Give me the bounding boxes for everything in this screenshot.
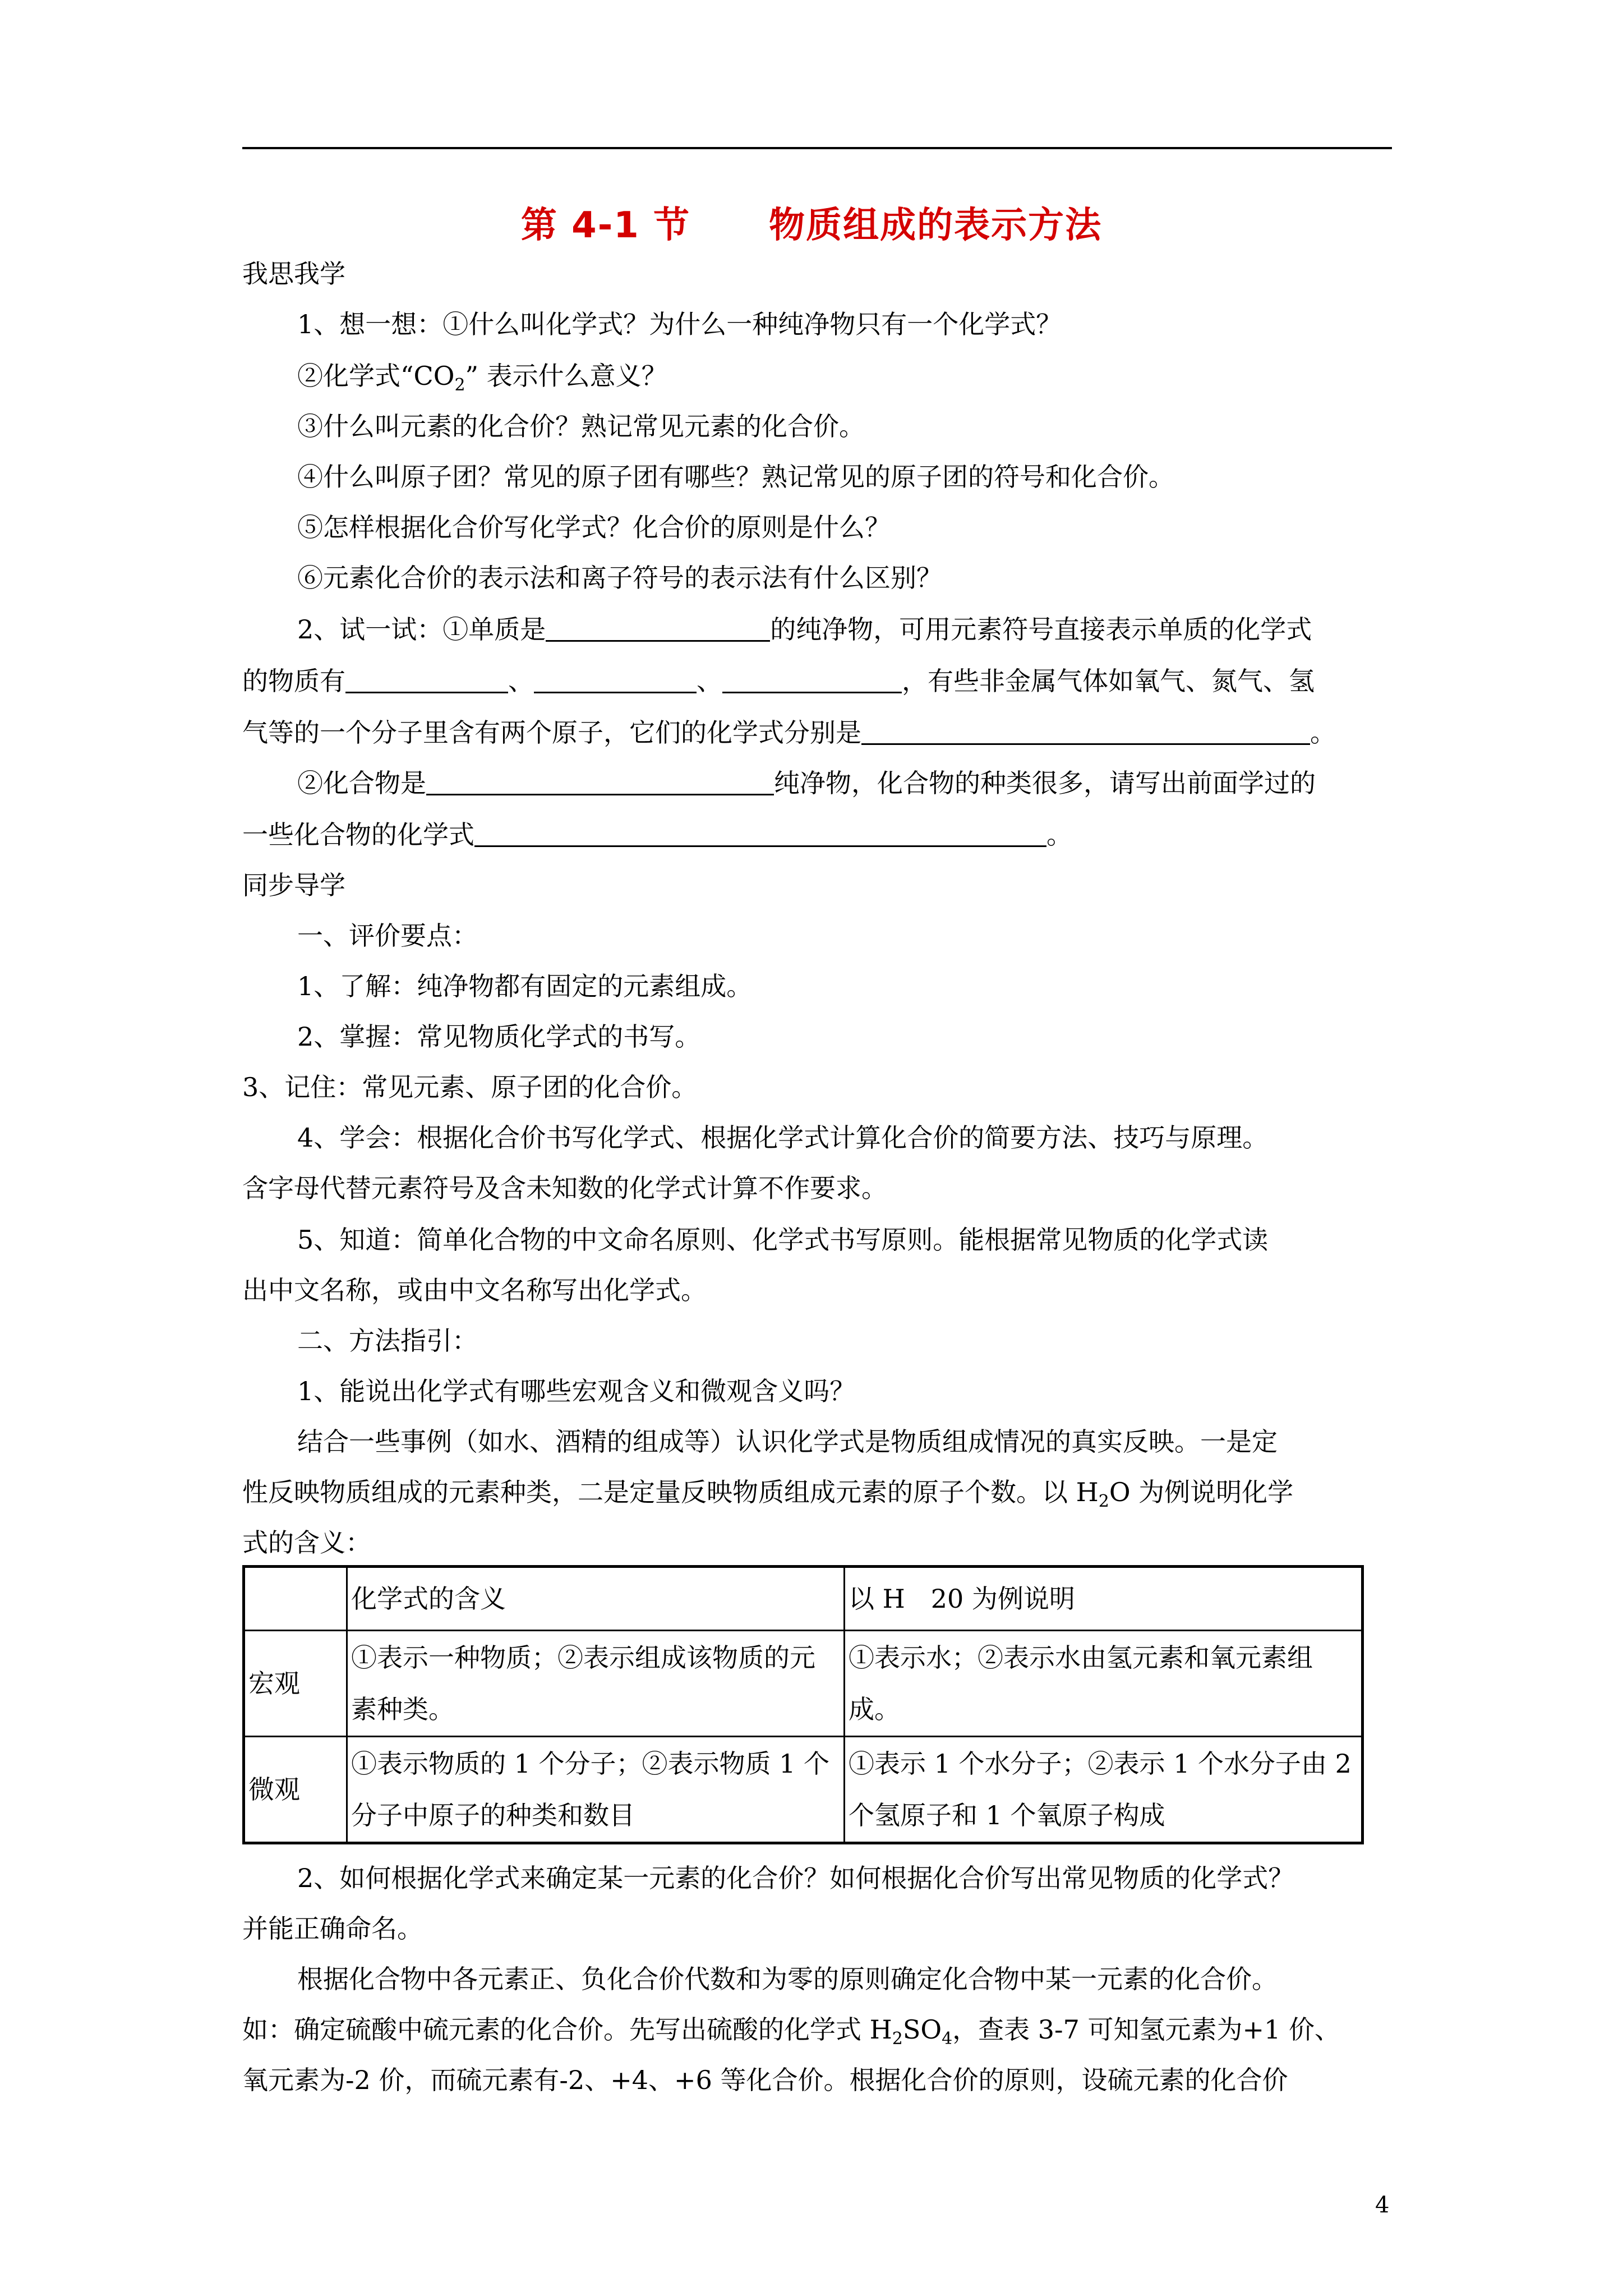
- table-row: [244, 1737, 1363, 1843]
- section-heading: 一、评价要点：: [297, 921, 478, 951]
- paragraph-line: 2、试一试：①单质是 的纯净物，可用元素符号直接表示单质的化学式: [297, 614, 1312, 645]
- paragraph-line: ②化学式“$CO_2$” 表示什么意义？: [297, 361, 667, 395]
- paragraph-line: 如：确定硫酸中硫元素的化合价。先写出硫酸的化学式 $H_2SO_4$，查表 3-7 可知氢元素为+1 价、: [242, 2014, 1340, 2049]
- paragraph-line: 1、了解：纯净物都有固定的元素组成。: [297, 971, 753, 1001]
- table-header-row: [244, 1567, 1363, 1631]
- paragraph-line: 性反映物质组成的元素种类，二是定量反映物质组成元素的原子个数。以 $H_2O$ 为例说明化学: [242, 1477, 1294, 1511]
- fill-blank[interactable]: [426, 769, 774, 795]
- table-header-cell: [244, 1567, 347, 1631]
- paragraph-line: ⑥元素化合价的表示法和离子符号的表示法有什么区别？: [297, 563, 942, 593]
- table-cell: ①表示一种物质；②表示组成该物质的元素种类。: [347, 1631, 845, 1737]
- page-title: [0, 196, 1623, 248]
- paragraph-line: 含字母代替元素符号及含未知数的化学式计算不作要求。: [242, 1173, 887, 1203]
- paragraph-line: 5、知道：简单化合物的中文命名原则、化学式书写原则。能根据常见物质的化学式读: [297, 1225, 1269, 1255]
- fill-blank[interactable]: [546, 615, 770, 642]
- paragraph-line: ⑤怎样根据化合价写化学式？化合价的原则是什么？: [297, 512, 891, 542]
- formula-meaning-table: [242, 1565, 1364, 1844]
- paragraph-line: 一些化合物的化学式 。: [242, 820, 1072, 850]
- paragraph-line: 出中文名称，或由中文名称写出化学式。: [242, 1275, 707, 1305]
- paragraph-line: ③什么叫元素的化合价？熟记常见元素的化合价。: [297, 411, 865, 441]
- table-row-label: 宏观: [244, 1631, 347, 1737]
- paragraph-line: 3、记住：常见元素、原子团的化合价。: [242, 1072, 698, 1102]
- paragraph-line: 4、学会：根据化合价书写化学式、根据化学式计算化合价的简要方法、技巧与原理。: [297, 1122, 1269, 1153]
- title-section-number: 第 4-1 节: [520, 205, 691, 246]
- paragraph-line: 结合一些事例（如水、酒精的组成等）认识化学式是物质组成情况的真实反映。一是定: [297, 1427, 1278, 1457]
- paragraph-line: 气等的一个分子里含有两个原子，它们的化学式分别是 。: [242, 717, 1336, 748]
- page-number: 4: [1375, 2192, 1390, 2218]
- paragraph-line: 氧元素为-2 价，而硫元素有-2、+4、+6 等化合价。根据化合价的原则，设硫元素的化合价: [242, 2065, 1288, 2095]
- paragraph-line: ②化合物是 纯净物，化合物的种类很多，请写出前面学过的: [297, 768, 1316, 798]
- table-cell: ①表示水；②表示水由氢元素和氧元素组成。: [845, 1631, 1363, 1737]
- paragraph-line: 式的含义：: [242, 1527, 371, 1558]
- fill-blank[interactable]: [345, 667, 508, 693]
- section-heading: 二、方法指引：: [297, 1326, 478, 1356]
- table-header-cell: 以 H 20 为例说明: [845, 1567, 1363, 1631]
- paragraph-line: ④什么叫原子团？常见的原子团有哪些？熟记常见的原子团的符号和化合价。: [297, 462, 1174, 492]
- paragraph-line: 并能正确命名。: [242, 1913, 423, 1944]
- paragraph-line: 2、如何根据化学式来确定某一元素的化合价？如何根据化合价写出常见物质的化学式？: [297, 1863, 1294, 1893]
- paragraph-line: 1、想一想：①什么叫化学式？为什么一种纯净物只有一个化学式？: [297, 309, 1062, 339]
- header-rule: [242, 147, 1392, 149]
- paragraph-line: 1、能说出化学式有哪些宏观含义和微观含义吗？: [297, 1376, 856, 1406]
- table-cell: ①表示 1 个水分子；②表示 1 个水分子由 2 个氢原子和 1 个氧原子构成: [845, 1737, 1363, 1843]
- fill-blank[interactable]: [534, 667, 697, 693]
- heading-sync-guide: 同步导学: [242, 870, 345, 900]
- paragraph-line: 的物质有 、 、 ，有些非金属气体如氧气、氮气、氢: [242, 666, 1315, 696]
- paragraph-line: 根据化合物中各元素正、负化合价代数和为零的原则确定化合物中某一元素的化合价。: [297, 1964, 1278, 1994]
- table-cell: ①表示物质的 1 个分子；②表示物质 1 个分子中原子的种类和数目: [347, 1737, 845, 1843]
- table-row-label: 微观: [244, 1737, 347, 1843]
- title-text: 物质组成的表示方法: [769, 205, 1103, 246]
- heading-think-learn: 我思我学: [242, 259, 345, 289]
- table-row: [244, 1631, 1363, 1737]
- fill-blank[interactable]: [861, 719, 1310, 745]
- paragraph-line: 2、掌握：常见物质化学式的书写。: [297, 1022, 701, 1052]
- fill-blank[interactable]: [722, 667, 902, 693]
- fill-blank[interactable]: [474, 821, 1046, 847]
- table-header-cell: 化学式的含义: [347, 1567, 845, 1631]
